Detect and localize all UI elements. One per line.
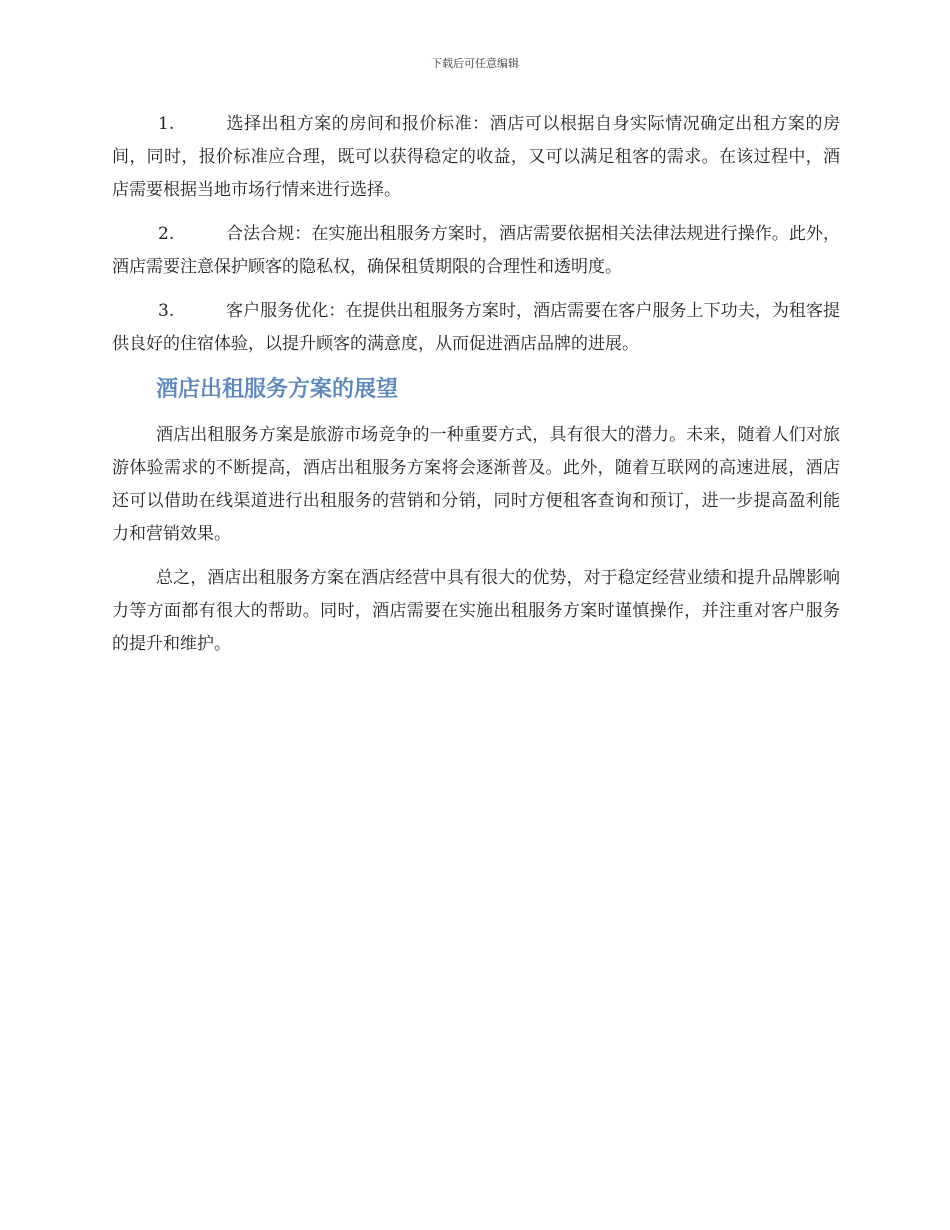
body-paragraph: 总之，酒店出租服务方案在酒店经营中具有很大的优势，对于稳定经营业绩和提升品牌影响力等方面都有很大的帮助。同时，酒店需要在实施出租服务方案时谨慎操作，并注重对客户服务的提升和维护。	[112, 568, 840, 654]
body-paragraph: 酒店出租服务方案是旅游市场竞争的一种重要方式，具有很大的潜力。未来，随着人们对旅游体验需求的不断提高，酒店出租服务方案将会逐渐普及。此外，随着互联网的高速进展，酒店还可以借助在线渠道进行出租服务的营销和分销，同时方便租客查询和预订，进一步提高盈利能力和营销效果。	[112, 425, 840, 544]
list-item-text: 客户服务优化：在提供出租服务方案时，酒店需要在客户服务上下功夫，为租客提供良好的住宿体验，以提升顾客的满意度，从而促进酒店品牌的进展。	[112, 301, 840, 354]
list-item-number: 1.	[158, 114, 175, 134]
page-header-note: 下载后可任意编辑	[431, 57, 519, 70]
list-item-text: 选择出租方案的房间和报价标准：酒店可以根据自身实际情况确定出租方案的房间，同时，报价标准应合理，既可以获得稳定的收益，又可以满足租客的需求。在该过程中，酒店需要根据当地市场行情来进行选择。	[112, 114, 840, 200]
list-item-text: 合法合规：在实施出租服务方案时，酒店需要依据相关法律法规进行操作。此外，酒店需要注意保护顾客的隐私权，确保租赁期限的合理性和透明度。	[112, 224, 840, 277]
list-item-number: 3.	[158, 301, 175, 321]
list-item	[112, 295, 840, 361]
list-item-number: 2.	[158, 224, 175, 244]
list-item	[112, 108, 840, 207]
document-body	[112, 108, 840, 672]
list-item	[112, 218, 840, 284]
section-heading: 酒店出租服务方案的展望	[156, 377, 399, 402]
